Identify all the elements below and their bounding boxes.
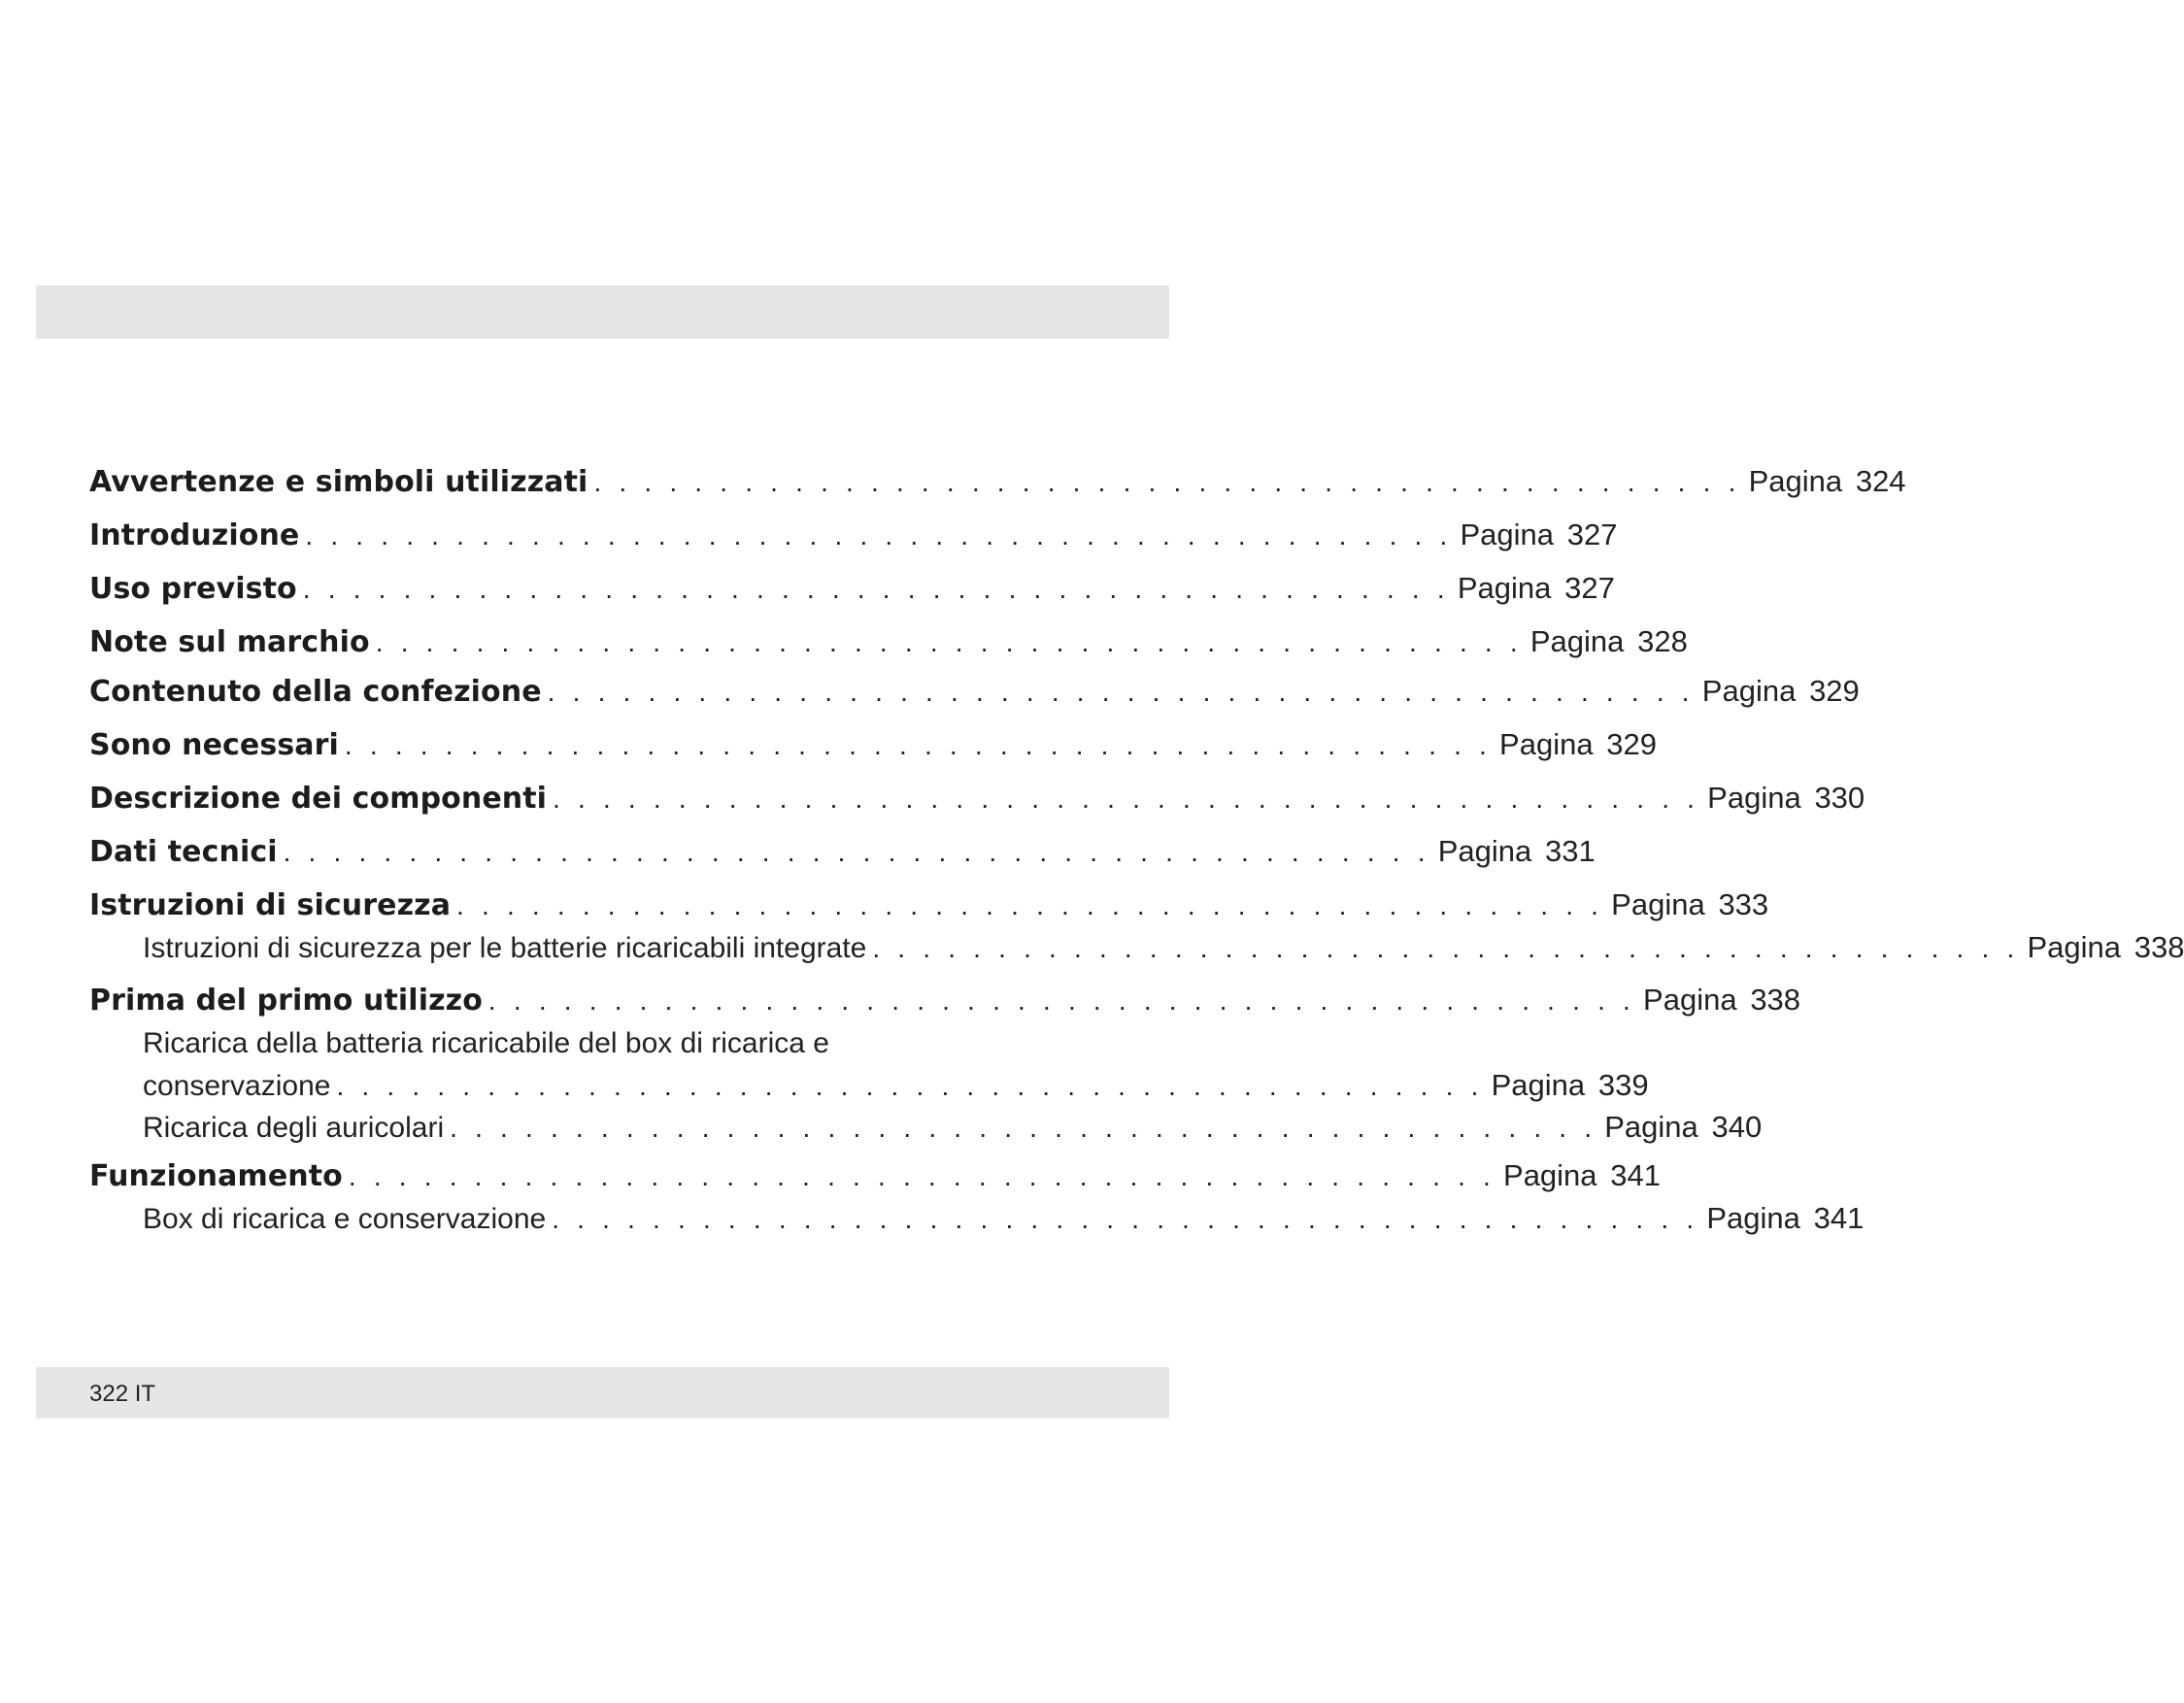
toc-page-label: Pagina bbox=[1491, 1068, 1586, 1102]
toc-page-number: 328 bbox=[1637, 624, 1688, 658]
toc-leader-dots: . . . . . . . . . . . . . . . . . . . . . . . . . . . . . . . . . . . . . . . . . . . . . . bbox=[456, 890, 1604, 920]
toc-entry[interactable] bbox=[89, 464, 1906, 503]
toc-entry-title: Sono necessari bbox=[89, 728, 339, 762]
toc-leader-dots: . . . . . . . . . . . . . . . . . . . . . . . . . . . . . . . . . . . . . . . . . . . . . . bbox=[552, 1204, 1699, 1234]
toc-page-number: 341 bbox=[1813, 1201, 1865, 1235]
toc-page-label: Pagina bbox=[1643, 983, 1737, 1017]
toc-entry-title: Avvertenze e simboli utilizzati bbox=[89, 465, 588, 499]
toc-page-label: Pagina bbox=[1499, 727, 1594, 761]
toc-entry-title: Introduzione bbox=[89, 518, 300, 552]
toc-entry-title: Note sul marchio bbox=[89, 625, 370, 659]
toc-page-label: Pagina bbox=[1706, 1201, 1800, 1235]
toc-page-label: Pagina bbox=[1503, 1158, 1597, 1192]
toc-page-label: Pagina bbox=[2027, 930, 2121, 964]
toc-page-number: 324 bbox=[1855, 464, 1906, 498]
toc-page-number: 331 bbox=[1544, 834, 1596, 868]
toc-page-label: Pagina bbox=[1701, 674, 1797, 708]
toc-leader-dots: . . . . . . . . . . . . . . . . . . . . . . . . . . . . . . . . . . . . . . . . . . . . . . bbox=[593, 467, 1741, 497]
toc-page-number: 340 bbox=[1711, 1110, 1763, 1144]
toc-page-number: 327 bbox=[1564, 571, 1615, 605]
toc-subentry-title: Ricarica degli auricolari bbox=[143, 1112, 445, 1144]
toc-subentry[interactable] bbox=[143, 1110, 1763, 1149]
toc-subentry-title: Istruzioni di sicurezza per le batterie ricaricabili integrate bbox=[143, 932, 867, 964]
toc-page-number: 338 bbox=[2134, 930, 2184, 964]
toc-entry[interactable] bbox=[89, 571, 1615, 610]
toc-entry[interactable] bbox=[89, 983, 1801, 1021]
toc-entry-title: Funzionamento bbox=[89, 1159, 343, 1193]
footer-band bbox=[36, 1367, 1169, 1419]
toc-leader-dots: . . . . . . . . . . . . . . . . . . . . . . . . . . . . . . . . . . . . . . . . . . . . . . bbox=[283, 837, 1430, 867]
toc-entry-title: Uso previsto bbox=[89, 572, 297, 606]
toc-subentry[interactable] bbox=[143, 930, 2184, 969]
toc-entry[interactable] bbox=[89, 834, 1596, 873]
toc-page-label: Pagina bbox=[1748, 464, 1843, 498]
toc-entry[interactable] bbox=[89, 674, 1860, 713]
toc-page-number: 327 bbox=[1566, 518, 1618, 551]
toc-subentry[interactable] bbox=[143, 1068, 1649, 1107]
toc-entry-title: Descrizione dei componenti bbox=[89, 782, 548, 816]
page-number-footer: 322 IT bbox=[89, 1381, 156, 1407]
toc-page-label: Pagina bbox=[1707, 781, 1801, 815]
toc-page-label: Pagina bbox=[1457, 571, 1552, 605]
toc-leader-dots: . . . . . . . . . . . . . . . . . . . . . . . . . . . . . . . . . . . . . . . . . . . . . . bbox=[302, 574, 1450, 604]
toc-leader-dots: . . . . . . . . . . . . . . . . . . . . . . . . . . . . . . . . . . . . . . . . . . . . . . bbox=[487, 985, 1636, 1016]
toc-page-number: 333 bbox=[1718, 887, 1769, 921]
toc-page-number: 329 bbox=[1809, 674, 1860, 708]
toc-leader-dots: . . . . . . . . . . . . . . . . . . . . . . . . . . . . . . . . . . . . . . . . . . . . . . bbox=[872, 933, 2020, 963]
toc-leader-dots: . . . . . . . . . . . . . . . . . . . . . . . . . . . . . . . . . . . . . . . . . . . . . . bbox=[553, 784, 1700, 814]
toc-entry[interactable] bbox=[89, 781, 1865, 819]
toc-entry-title: Prima del primo utilizzo bbox=[89, 984, 483, 1018]
toc-page-label: Pagina bbox=[1437, 834, 1532, 868]
toc-entry[interactable] bbox=[89, 518, 1618, 556]
toc-entry[interactable] bbox=[89, 624, 1688, 663]
toc-entry[interactable] bbox=[89, 727, 1658, 766]
toc-page-number: 330 bbox=[1814, 781, 1865, 815]
toc-subentry-title: Box di ricarica e conservazione bbox=[143, 1203, 547, 1235]
toc-page-label: Pagina bbox=[1604, 1110, 1698, 1144]
toc-page-number: 339 bbox=[1597, 1068, 1649, 1102]
toc-entry[interactable] bbox=[89, 887, 1769, 926]
toc-leader-dots: . . . . . . . . . . . . . . . . . . . . . . . . . . . . . . . . . . . . . . . . . . . . . . bbox=[336, 1071, 1484, 1101]
toc-entry-title: Istruzioni di sicurezza bbox=[89, 888, 452, 922]
toc-subentry-title-line1[interactable]: Ricarica della batteria ricaricabile del box di ricarica e bbox=[143, 1027, 829, 1059]
toc-leader-dots: . . . . . . . . . . . . . . . . . . . . . . . . . . . . . . . . . . . . . . . . . . . . . . bbox=[450, 1113, 1597, 1143]
toc-leader-dots: . . . . . . . . . . . . . . . . . . . . . . . . . . . . . . . . . . . . . . . . . . . . . . bbox=[348, 1161, 1496, 1191]
toc-leader-dots: . . . . . . . . . . . . . . . . . . . . . . . . . . . . . . . . . . . . . . . . . . . . . . bbox=[375, 627, 1523, 657]
toc-page-number: 341 bbox=[1610, 1158, 1662, 1192]
toc-page-label: Pagina bbox=[1460, 518, 1555, 551]
toc-page-label: Pagina bbox=[1529, 624, 1625, 658]
toc-leader-dots: . . . . . . . . . . . . . . . . . . . . . . . . . . . . . . . . . . . . . . . . . . . . . . bbox=[344, 730, 1493, 760]
toc-entry[interactable] bbox=[89, 1158, 1662, 1197]
toc-leader-dots: . . . . . . . . . . . . . . . . . . . . . . . . . . . . . . . . . . . . . . . . . . . . . . bbox=[305, 520, 1453, 551]
toc-leader-dots: . . . . . . . . . . . . . . . . . . . . . . . . . . . . . . . . . . . . . . . . . . . . . . bbox=[547, 677, 1695, 707]
toc-page-number: 338 bbox=[1750, 983, 1801, 1017]
toc-subentry-title-line2: conservazione bbox=[143, 1070, 331, 1102]
toc-entry-title: Dati tecnici bbox=[89, 835, 278, 869]
toc-page-number: 329 bbox=[1606, 727, 1658, 761]
toc-page-label: Pagina bbox=[1611, 887, 1705, 921]
toc-entry-title: Contenuto della confezione bbox=[89, 675, 542, 709]
toc-subentry[interactable] bbox=[143, 1201, 1865, 1240]
